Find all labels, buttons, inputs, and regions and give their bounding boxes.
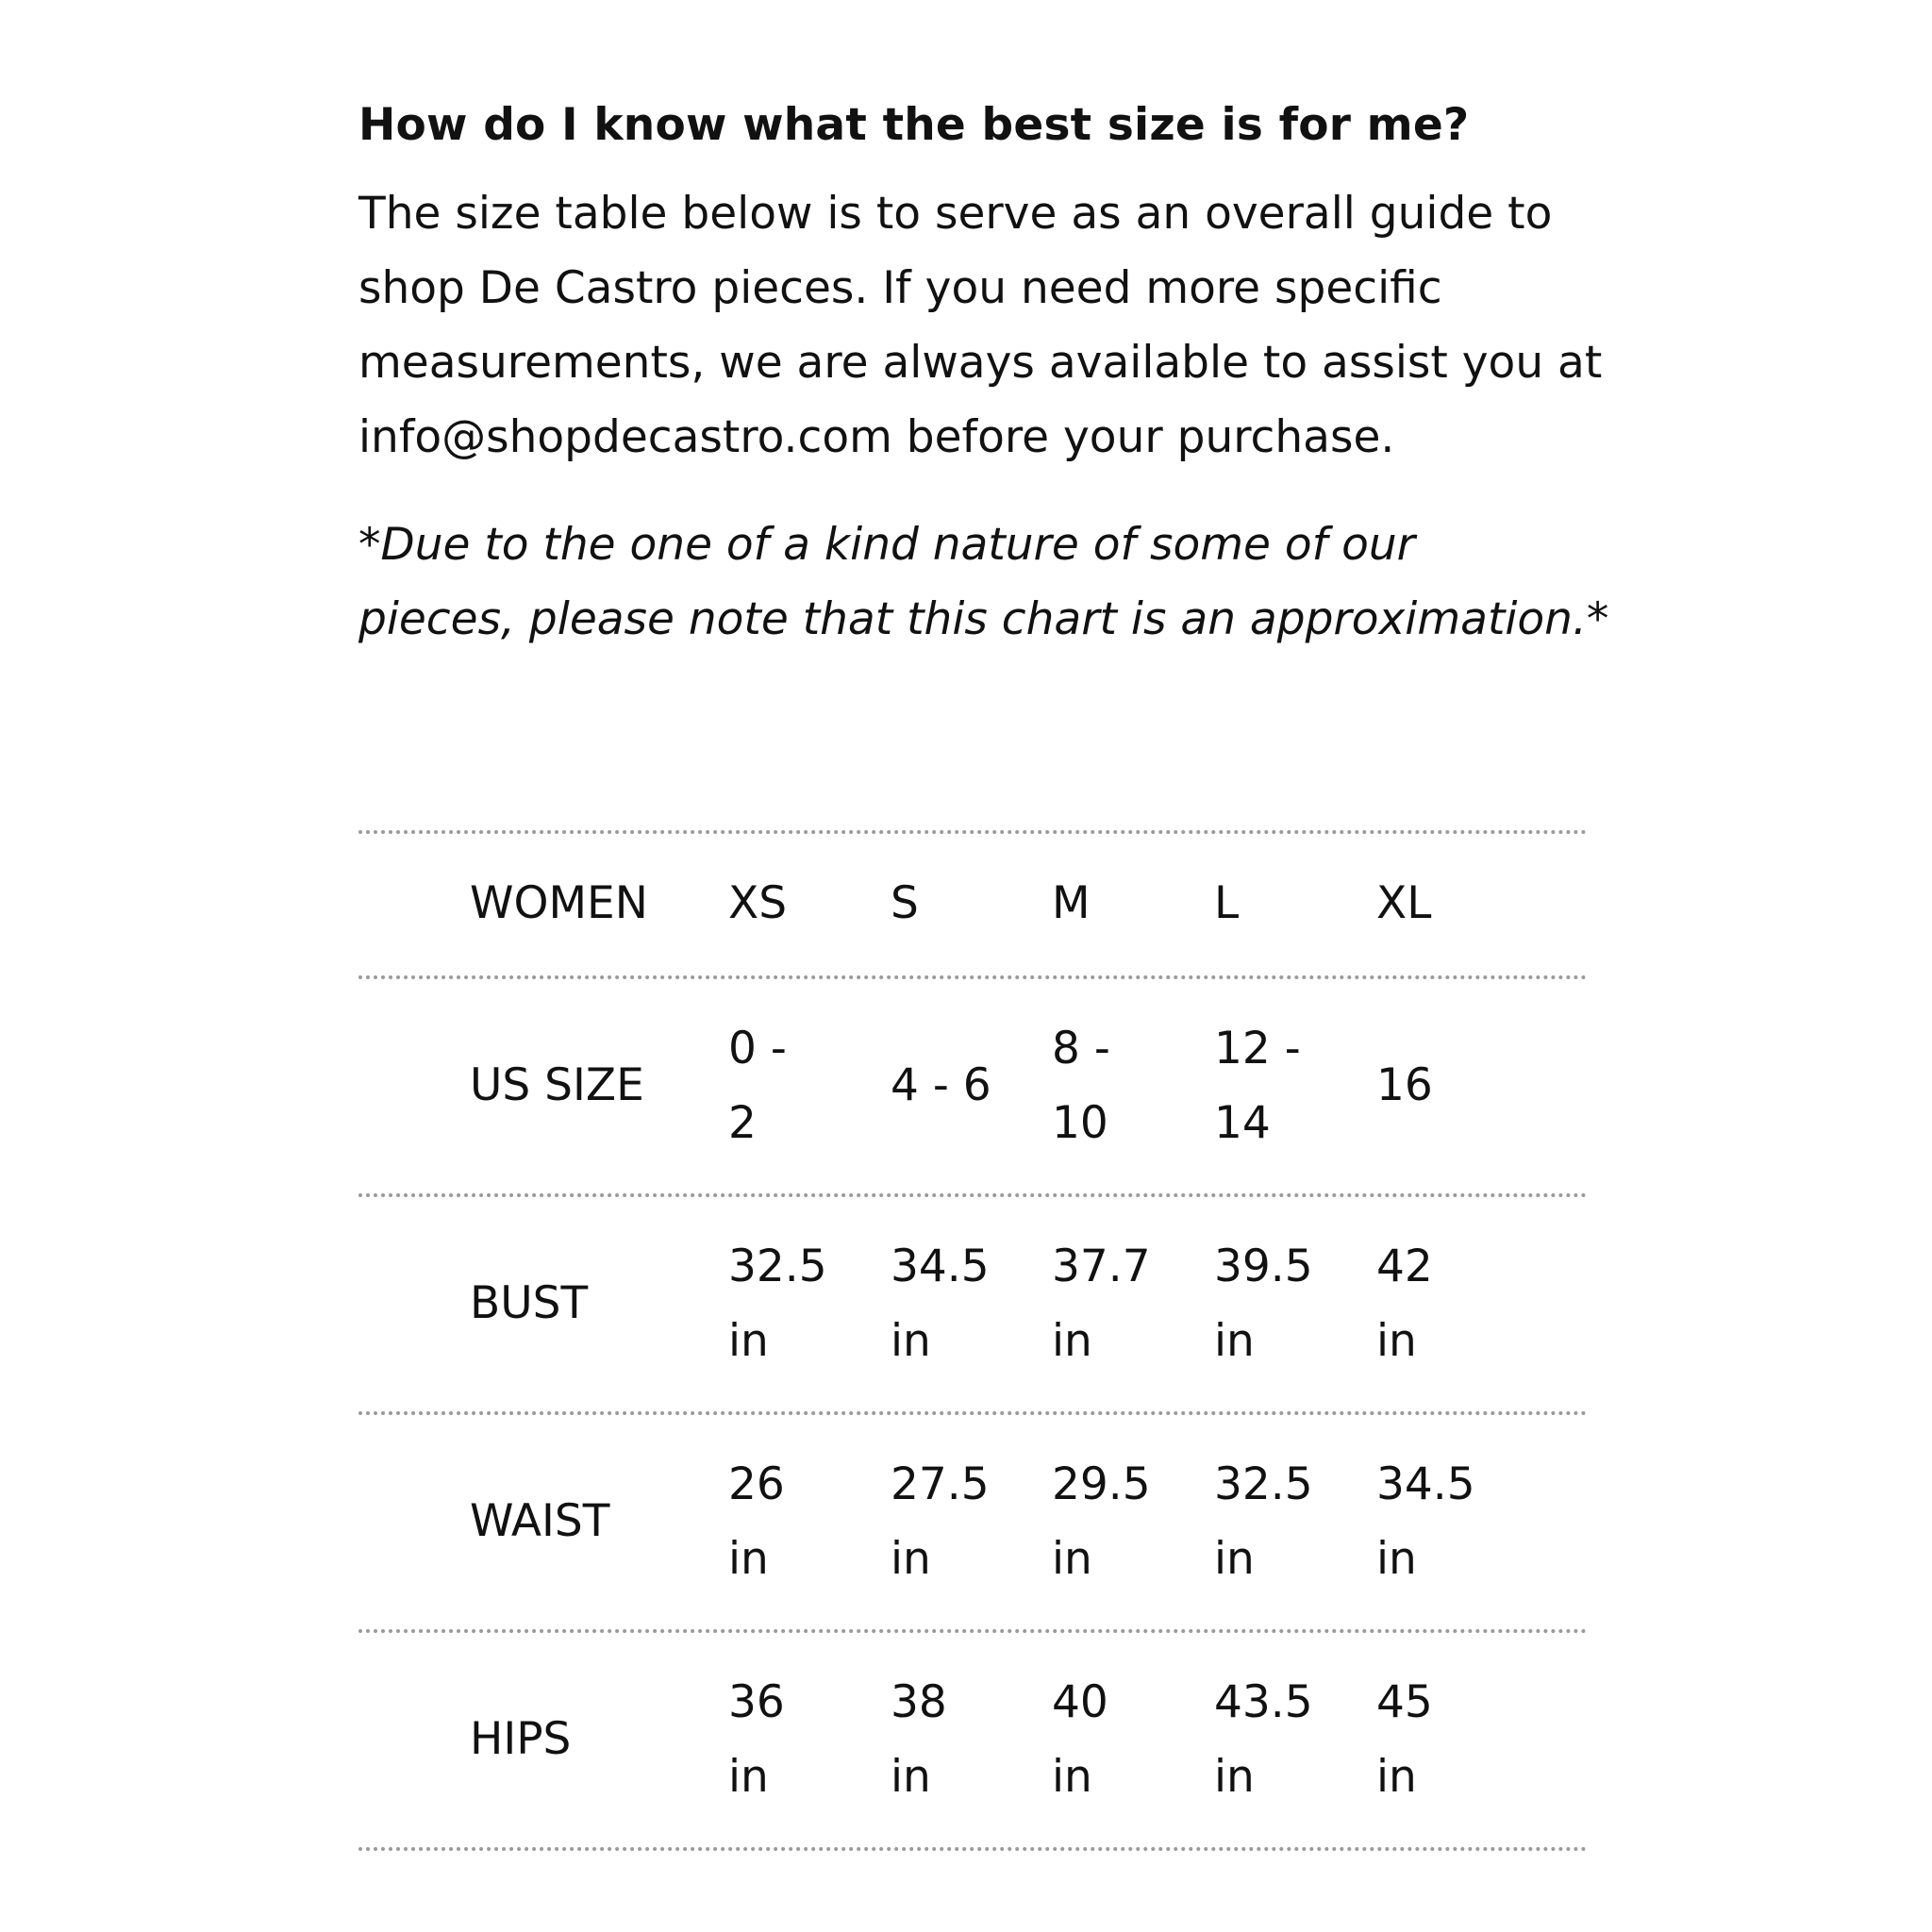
page-heading: How do I know what the best size is for me?	[358, 99, 1470, 151]
intro-line: shop De Castro pieces. If you need more specific	[358, 262, 1442, 314]
header-size-m: M	[1052, 877, 1091, 929]
table-cell: 12 - 14	[1214, 1023, 1301, 1149]
table-cell: 8 - 10	[1052, 1023, 1110, 1149]
header-size-l: L	[1214, 877, 1240, 929]
row-label: BUST	[470, 1277, 589, 1329]
intro-paragraph	[358, 176, 1603, 475]
table-cell: 42 in	[1376, 1241, 1433, 1367]
row-label: WAIST	[470, 1495, 610, 1547]
intro-line: The size table below is to serve as an overall guide to	[358, 188, 1553, 240]
table-cell: 27.5 in	[891, 1458, 990, 1585]
table-cell: 26 in	[728, 1458, 785, 1585]
header-size-xl: XL	[1376, 877, 1432, 929]
table-cell: 16	[1376, 1059, 1433, 1111]
row-label: HIPS	[470, 1713, 572, 1765]
row-label: US SIZE	[470, 1059, 644, 1111]
note-line: pieces, please note that this chart is an approximation.*	[358, 593, 1609, 645]
header-size-s: S	[891, 877, 919, 929]
table-cell: 45 in	[1376, 1676, 1433, 1803]
header-size-xs: XS	[728, 877, 788, 929]
table-cell: 34.5 in	[1376, 1458, 1475, 1585]
header-label-women: WOMEN	[470, 877, 648, 929]
table-cell: 32.5 in	[1214, 1458, 1313, 1585]
table-cell: 34.5 in	[891, 1241, 990, 1367]
table-row-waist	[358, 1415, 1587, 1629]
table-cell: 40 in	[1052, 1676, 1108, 1803]
approximation-note	[358, 508, 1609, 657]
table-cell: 38 in	[891, 1676, 947, 1803]
note-line: *Due to the one of a kind nature of some of our	[358, 519, 1415, 571]
table-row-bust	[358, 1197, 1587, 1411]
table-cell: 43.5 in	[1214, 1676, 1313, 1803]
table-cell: 39.5 in	[1214, 1241, 1313, 1367]
table-cell: 37.7 in	[1052, 1241, 1151, 1367]
row-divider	[358, 1847, 1587, 1851]
table-cell: 36 in	[728, 1676, 785, 1803]
table-cell: 32.5 in	[728, 1241, 827, 1367]
table-cell: 29.5 in	[1052, 1458, 1151, 1585]
table-cell: 4 - 6	[891, 1059, 991, 1111]
table-cell: 0 - 2	[728, 1023, 787, 1149]
table-row-hips	[358, 1633, 1587, 1847]
table-header-row	[358, 834, 1587, 975]
intro-line: measurements, we are always available to assist you at	[358, 337, 1603, 389]
table-row-us-size	[358, 979, 1587, 1193]
size-table	[358, 830, 1587, 1851]
intro-line: info@shopdecastro.com before your purchase.	[358, 411, 1395, 463]
